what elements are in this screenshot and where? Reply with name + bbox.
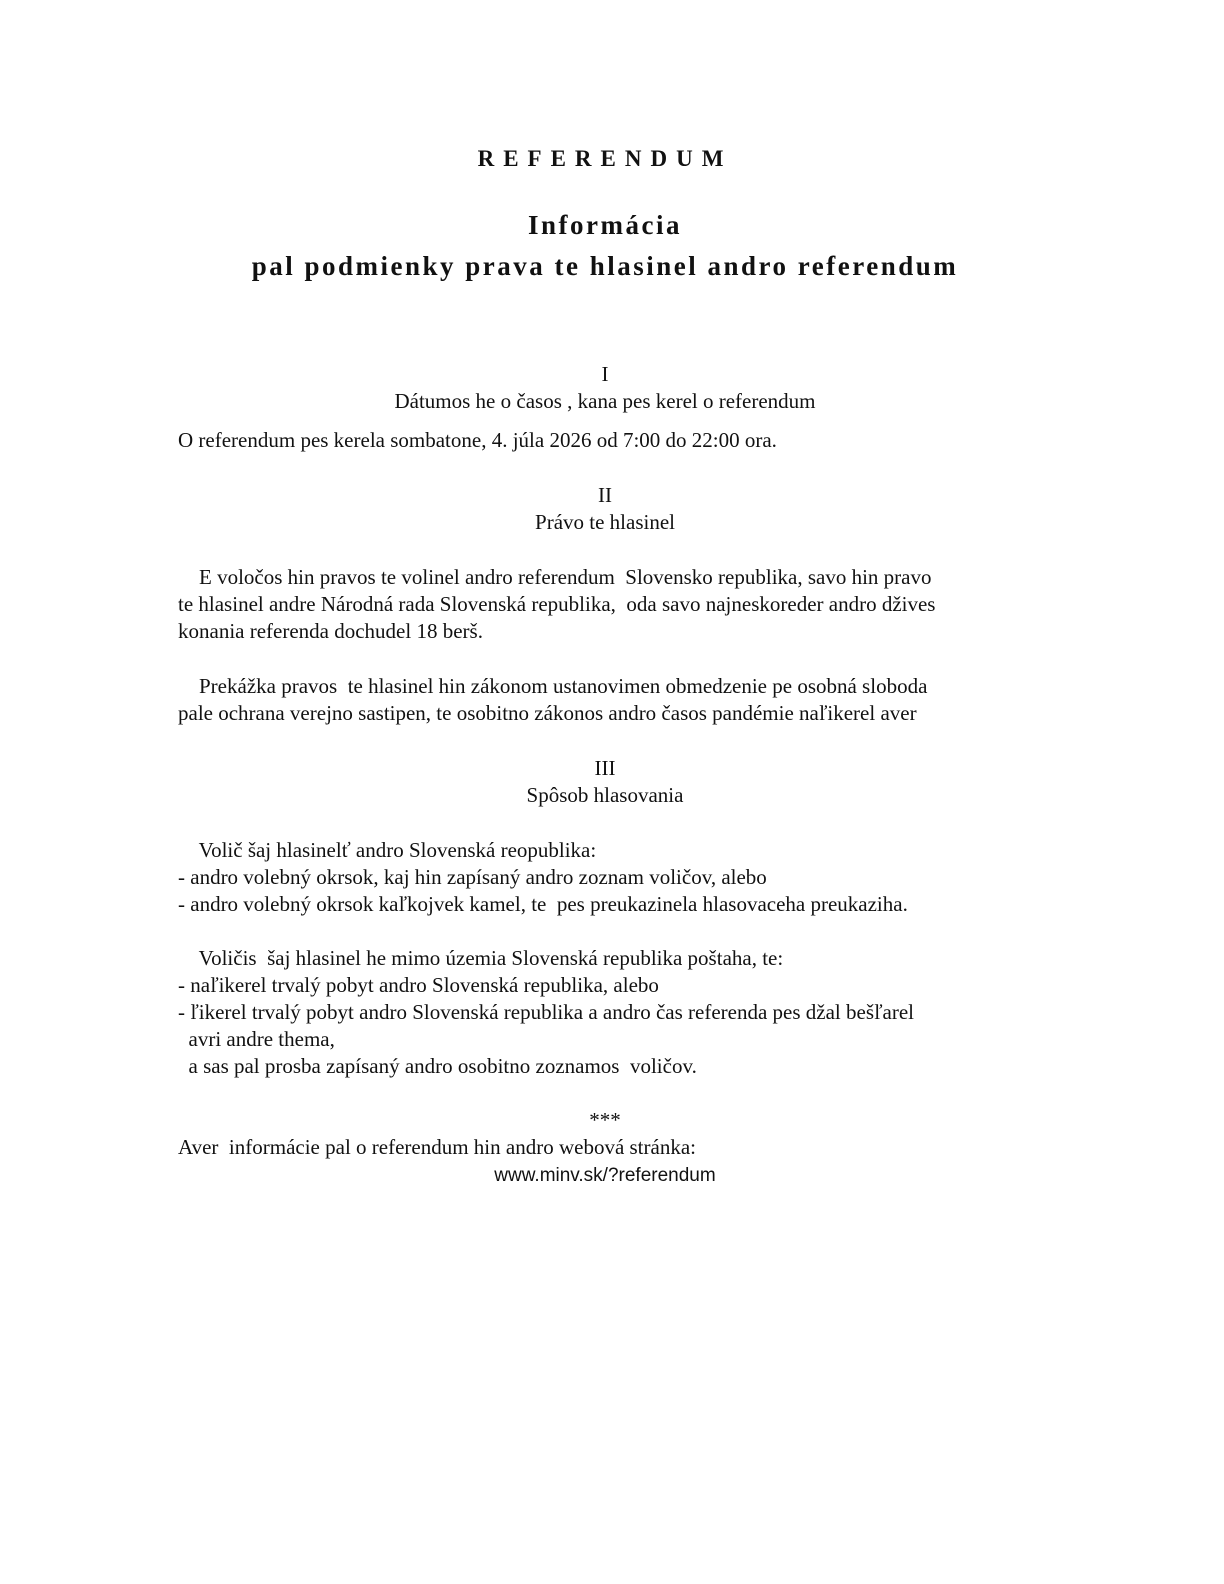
section3-heading: Spôsob hlasovania (526, 783, 684, 807)
section3-para1-line: - andro volebný okrsok, kaj hin zapísaný andro zoznam voličov, alebo (178, 865, 767, 889)
website-link[interactable]: www.minv.sk/?referendum (494, 1165, 716, 1186)
section3-para2-line: a sas pal prosba zapísaný andro osobitno zoznamos voličov. (178, 1054, 697, 1078)
section2-para1-line: konania referenda dochudel 18 berš. (178, 619, 483, 643)
section2-heading: Právo te hlasinel (535, 510, 675, 534)
document-subtitle-line1: Informácia (528, 210, 682, 240)
section2-para2-line: Prekážka pravos te hlasinel hin zákonom ustanovimen obmedzenie pe osobná sloboda (178, 674, 928, 698)
section3-para1-line: - andro volebný okrsok kaľkojvek kamel, te pes preukazinela hlasovaceha preukaziha. (178, 892, 908, 916)
section3-number: III (594, 756, 616, 780)
section3-para2-line: avri andre thema, (178, 1027, 335, 1051)
section3-para2-line: Voličis šaj hlasinel he mimo územia Slovenská republika poštaha, te: (178, 946, 784, 970)
section1-heading: Dátumos he o časos , kana pes kerel o referendum (394, 389, 816, 413)
section2-para1-line: te hlasinel andre Národná rada Slovenská republika, oda savo najneskoreder andro džives (178, 592, 936, 616)
section2-para2-line: pale ochrana verejno sastipen, te osobitno zákonos andro časos pandémie naľikerel aver (178, 701, 917, 725)
section3-para1-line: Volič šaj hlasinelť andro Slovenská reopublika: (178, 838, 597, 862)
section1-text: O referendum pes kerela sombatone, 4. júla 2026 od 7:00 do 22:00 ora. (178, 428, 777, 452)
section2-number: II (598, 483, 612, 507)
separator-asterisks: *** (589, 1108, 621, 1132)
section3-para2-line: - ľikerel trvalý pobyt andro Slovenská republika a andro čas referenda pes džal bešľarel (178, 1000, 915, 1024)
document-subtitle-line2: pal podmienky prava te hlasinel andro referendum (251, 251, 959, 281)
section1-number: I (601, 362, 609, 386)
section3-para2-line: - naľikerel trvalý pobyt andro Slovenská republika, alebo (178, 973, 659, 997)
section2-para1-line: E voločos hin pravos te volinel andro referendum Slovensko republika, savo hin pravo (178, 565, 932, 589)
document-title: REFERENDUM (477, 146, 733, 171)
footer-text: Aver informácie pal o referendum hin andro webová stránka: (178, 1135, 696, 1159)
